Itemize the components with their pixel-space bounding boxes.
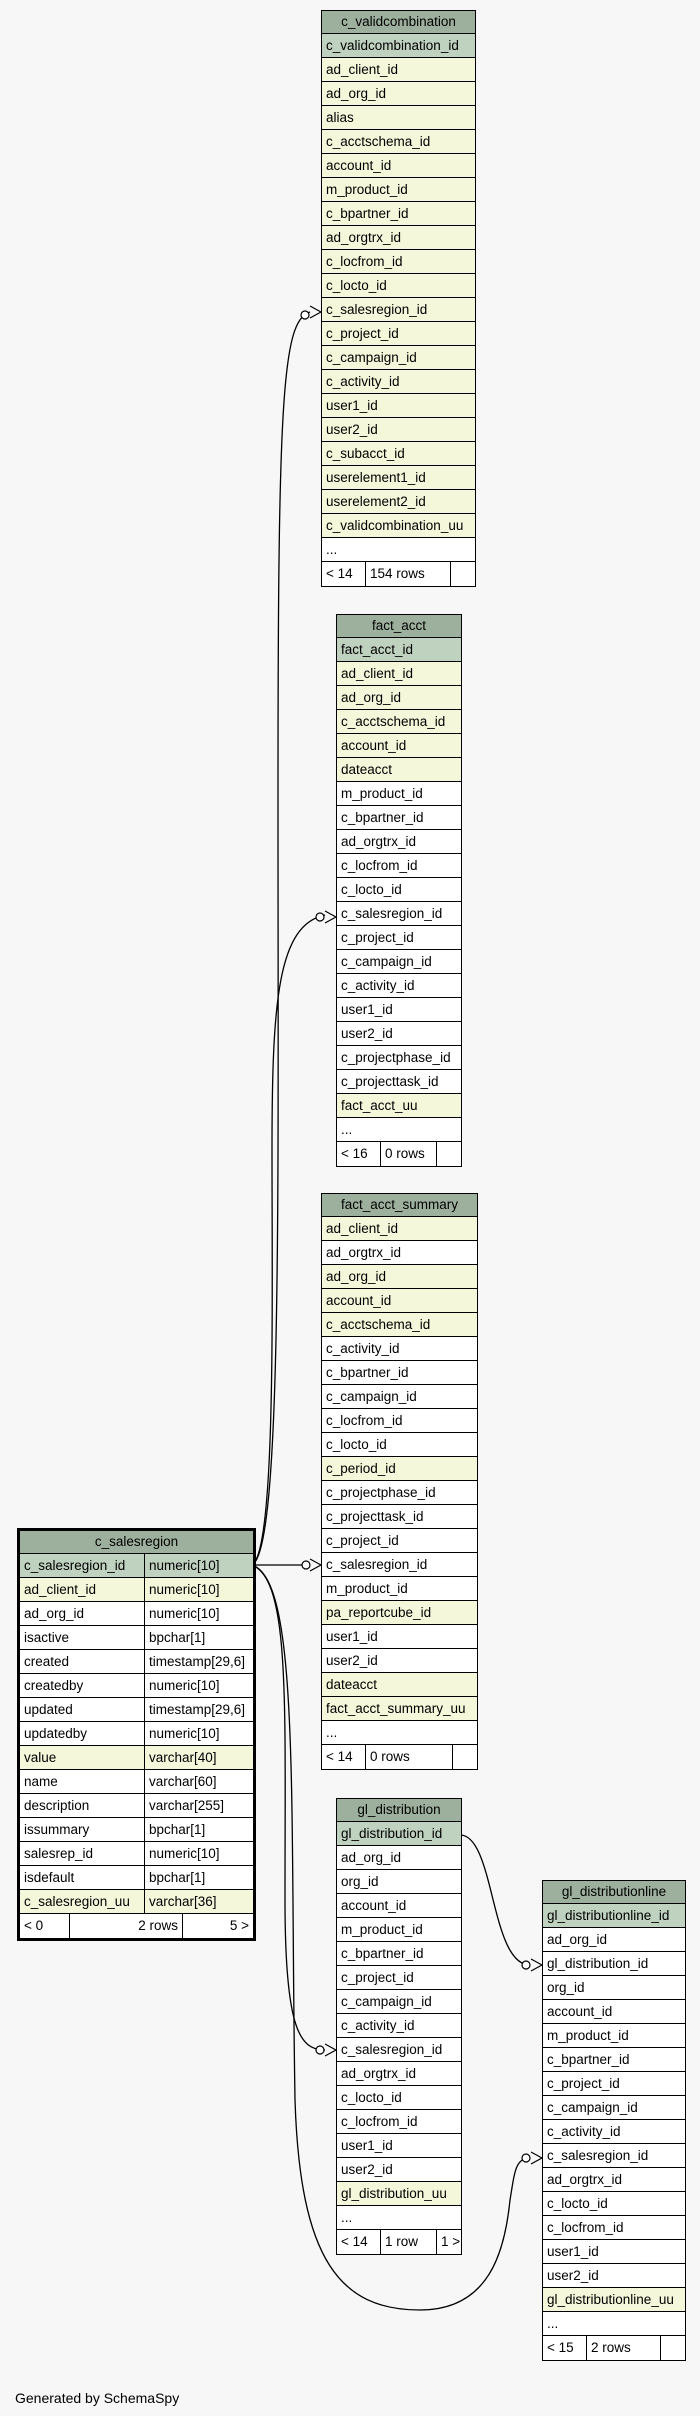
column-row[interactable] [322, 130, 475, 154]
table-title[interactable]: fact_acct_summary [322, 1194, 477, 1217]
column-row[interactable] [337, 1070, 461, 1094]
column-row[interactable] [322, 1457, 477, 1481]
column-row[interactable] [543, 2240, 685, 2264]
table-gl-distributionline[interactable] [542, 1880, 686, 2361]
more-columns-row[interactable] [337, 2206, 461, 2230]
column-row[interactable] [20, 1650, 253, 1674]
column-row[interactable] [337, 1990, 461, 2014]
column-name: m_product_id [341, 1922, 423, 1937]
column-type: bpchar[1] [144, 1818, 253, 1841]
column-row[interactable] [322, 1505, 477, 1529]
column-type: numeric[10] [144, 1722, 253, 1745]
column-name: ad_orgtrx_id [326, 230, 402, 245]
column-row[interactable] [337, 998, 461, 1022]
column-name: c_projectphase_id [341, 1050, 451, 1065]
column-name: fact_acct_id [341, 642, 414, 657]
column-name: c_locfrom_id [326, 254, 403, 269]
column-row[interactable] [322, 1481, 477, 1505]
link-distribution-to-line [460, 1835, 530, 1965]
column-name: fact_acct_uu [341, 1098, 418, 1113]
column-row[interactable] [543, 2000, 685, 2024]
column-name: ... [547, 2316, 559, 2331]
column-row[interactable] [322, 178, 475, 202]
column-name: ad_client_id [24, 1582, 97, 1597]
column-name: ad_org_id [547, 1932, 608, 1947]
column-name: ... [341, 1122, 353, 1137]
column-name: ad_orgtrx_id [341, 2066, 417, 2081]
column-name: updated [24, 1702, 73, 1717]
column-row[interactable] [20, 1866, 253, 1890]
column-row[interactable] [20, 1602, 253, 1626]
column-name: user2_id [326, 422, 378, 437]
column-row[interactable] [543, 1928, 685, 1952]
column-row[interactable] [322, 1385, 477, 1409]
children-count [437, 1142, 461, 1166]
column-row[interactable] [337, 1918, 461, 1942]
column-row[interactable] [322, 346, 475, 370]
column-row[interactable] [337, 1894, 461, 1918]
column-row[interactable] [337, 878, 461, 902]
column-row[interactable] [322, 1601, 477, 1625]
column-row[interactable] [337, 1942, 461, 1966]
column-name: c_projecttask_id [326, 1509, 424, 1524]
column-name: created [24, 1654, 70, 1669]
column-name: c_bpartner_id [547, 2052, 630, 2067]
column-row[interactable] [322, 370, 475, 394]
column-row[interactable] [337, 1966, 461, 1990]
column-name: gl_distribution_id [547, 1956, 649, 1971]
row-count: 1 row [381, 2230, 437, 2254]
column-name: org_id [547, 1980, 585, 1995]
column-name: c_salesregion_id [547, 2148, 649, 2163]
column-row[interactable] [337, 2110, 461, 2134]
column-name: dateacct [341, 762, 393, 777]
column-row[interactable] [20, 1770, 253, 1794]
row-count: 0 rows [381, 1142, 437, 1166]
column-row[interactable] [337, 1094, 461, 1118]
column-name: ad_client_id [326, 1221, 399, 1236]
table-fact-acct[interactable] [336, 614, 462, 1167]
column-name: ... [341, 2210, 353, 2225]
column-row[interactable] [322, 1361, 477, 1385]
column-name: c_validcombination_id [326, 38, 459, 53]
column-name: c_bpartner_id [326, 1365, 409, 1380]
column-name: c_activity_id [341, 978, 415, 993]
column-type: varchar[60] [144, 1770, 253, 1793]
column-row[interactable] [322, 322, 475, 346]
column-row[interactable] [20, 1890, 253, 1914]
column-row[interactable] [337, 2014, 461, 2038]
parents-count: < 14 [322, 1745, 366, 1769]
column-row[interactable] [337, 2038, 461, 2062]
column-row[interactable] [20, 1722, 253, 1746]
column-type: varchar[255] [144, 1794, 253, 1817]
column-type: numeric[10] [144, 1578, 253, 1601]
column-name: c_locfrom_id [341, 2114, 418, 2129]
column-name: c_locto_id [547, 2196, 608, 2211]
column-name: issummary [24, 1822, 90, 1837]
column-name: account_id [326, 158, 392, 173]
row-count: 2 rows [587, 2336, 661, 2360]
column-row[interactable] [322, 154, 475, 178]
column-row[interactable] [543, 2048, 685, 2072]
column-row[interactable] [337, 638, 461, 662]
column-name: userelement1_id [326, 470, 426, 485]
column-row[interactable] [322, 1625, 477, 1649]
column-name: gl_distributionline_id [547, 1908, 670, 1923]
column-row[interactable] [337, 2158, 461, 2182]
parents-count: < 0 [20, 1914, 70, 1938]
column-name: c_activity_id [341, 2018, 415, 2033]
column-type: numeric[10] [144, 1674, 253, 1697]
column-name: c_locto_id [326, 1437, 387, 1452]
column-row[interactable] [322, 274, 475, 298]
table-footer [337, 2230, 461, 2254]
column-row[interactable] [322, 1289, 477, 1313]
children-count [661, 2336, 685, 2360]
column-name: c_period_id [326, 1461, 396, 1476]
column-row[interactable] [543, 2216, 685, 2240]
link-gl-distribution [252, 1565, 325, 2050]
column-name: user2_id [326, 1653, 378, 1668]
column-name: fact_acct_summary_uu [326, 1701, 466, 1716]
column-row[interactable] [337, 2134, 461, 2158]
column-row[interactable] [322, 1265, 477, 1289]
column-name: ... [326, 542, 338, 557]
column-row[interactable] [543, 2264, 685, 2288]
more-columns-row[interactable] [322, 1721, 477, 1745]
parents-count: < 16 [337, 1142, 381, 1166]
column-name: createdby [24, 1678, 84, 1693]
column-name: ad_org_id [341, 690, 402, 705]
column-row[interactable] [20, 1698, 253, 1722]
column-row[interactable] [337, 710, 461, 734]
column-row[interactable] [322, 1217, 477, 1241]
row-count: 154 rows [366, 562, 451, 586]
column-row[interactable] [20, 1746, 253, 1770]
column-name: c_campaign_id [326, 1389, 417, 1404]
column-name: value [24, 1750, 57, 1765]
column-row[interactable] [337, 902, 461, 926]
row-count: 2 rows [70, 1914, 183, 1938]
column-name: c_locto_id [326, 278, 387, 293]
column-name: c_locfrom_id [326, 1413, 403, 1428]
column-row[interactable] [337, 686, 461, 710]
column-row[interactable] [322, 418, 475, 442]
column-name: c_acctschema_id [326, 134, 431, 149]
column-row[interactable] [337, 974, 461, 998]
column-name: c_activity_id [326, 374, 400, 389]
column-name: user2_id [341, 2162, 393, 2177]
column-name: ad_orgtrx_id [341, 834, 417, 849]
column-row[interactable] [322, 394, 475, 418]
column-row[interactable] [543, 2072, 685, 2096]
children-count: 1 > [441, 2234, 461, 2249]
parents-count: < 14 [322, 562, 366, 586]
column-name: org_id [341, 1874, 379, 1889]
column-name: c_bpartner_id [341, 810, 424, 825]
column-row[interactable] [337, 1046, 461, 1070]
column-name: m_product_id [326, 182, 408, 197]
column-row[interactable] [337, 2062, 461, 2086]
column-row[interactable] [322, 298, 475, 322]
table-footer [20, 1914, 253, 1938]
column-name: c_campaign_id [341, 954, 432, 969]
column-type: varchar[36] [144, 1890, 253, 1913]
column-name: ad_org_id [24, 1606, 85, 1621]
column-name: c_projecttask_id [341, 1074, 439, 1089]
column-row[interactable] [337, 926, 461, 950]
column-name: c_project_id [547, 2076, 620, 2091]
column-row[interactable] [20, 1674, 253, 1698]
column-type: timestamp[29,6] [144, 1698, 253, 1721]
children-count [453, 1745, 477, 1769]
parents-count: < 15 [543, 2336, 587, 2360]
column-row[interactable] [337, 758, 461, 782]
column-row[interactable] [322, 490, 475, 514]
column-row[interactable] [322, 1673, 477, 1697]
column-row[interactable] [322, 250, 475, 274]
column-name: ad_org_id [326, 1269, 387, 1284]
column-name: c_bpartner_id [326, 206, 409, 221]
column-row[interactable] [322, 82, 475, 106]
column-name: gl_distributionline_uu [547, 2292, 674, 2307]
column-row[interactable] [322, 58, 475, 82]
column-row[interactable] [20, 1554, 253, 1578]
table-title[interactable]: c_salesregion [20, 1531, 253, 1554]
column-row[interactable] [337, 830, 461, 854]
table-title[interactable]: gl_distribution [337, 1799, 461, 1822]
table-title[interactable]: fact_acct [337, 615, 461, 638]
column-name: user1_id [341, 2138, 393, 2153]
column-name: c_project_id [341, 930, 414, 945]
column-name: c_campaign_id [341, 1994, 432, 2009]
column-row[interactable] [322, 1697, 477, 1721]
column-row[interactable] [543, 2096, 685, 2120]
table-gl-distribution[interactable] [336, 1798, 462, 2255]
column-name: user1_id [326, 1629, 378, 1644]
column-row[interactable] [337, 1846, 461, 1870]
column-type: varchar[40] [144, 1746, 253, 1769]
table-title[interactable]: gl_distributionline [543, 1881, 685, 1904]
generated-by-label: Generated by SchemaSpy [15, 2390, 180, 2406]
column-row[interactable] [322, 34, 475, 58]
column-row[interactable] [322, 1577, 477, 1601]
column-row[interactable] [543, 2168, 685, 2192]
column-type: bpchar[1] [144, 1866, 253, 1889]
column-row[interactable] [337, 1870, 461, 1894]
column-name: pa_reportcube_id [326, 1605, 432, 1620]
column-row[interactable] [322, 226, 475, 250]
table-title[interactable]: c_validcombination [322, 11, 475, 34]
column-row[interactable] [337, 782, 461, 806]
table-footer [322, 1745, 477, 1769]
column-name: userelement2_id [326, 494, 426, 509]
column-name: ad_client_id [341, 666, 414, 681]
column-name: c_locto_id [341, 2090, 402, 2105]
column-name: salesrep_id [24, 1846, 94, 1861]
column-name: c_project_id [341, 1970, 414, 1985]
table-footer [543, 2336, 685, 2360]
column-name: c_salesregion_uu [24, 1894, 130, 1909]
column-name: c_campaign_id [547, 2100, 638, 2115]
column-name: user1_id [341, 1002, 393, 1017]
column-name: m_product_id [326, 1581, 408, 1596]
column-row[interactable] [20, 1842, 253, 1866]
column-name: c_salesregion_id [326, 302, 428, 317]
column-row[interactable] [337, 2086, 461, 2110]
column-type: bpchar[1] [144, 1626, 253, 1649]
column-name: account_id [547, 2004, 613, 2019]
column-row[interactable] [322, 466, 475, 490]
column-row[interactable] [20, 1578, 253, 1602]
column-type: timestamp[29,6] [144, 1650, 253, 1673]
column-name: description [24, 1798, 90, 1813]
column-name: c_locto_id [341, 882, 402, 897]
column-name: account_id [326, 1293, 392, 1308]
column-name: c_campaign_id [326, 350, 417, 365]
column-row[interactable] [337, 1822, 461, 1846]
column-row[interactable] [322, 106, 475, 130]
column-row[interactable] [543, 2192, 685, 2216]
column-name: c_salesregion_id [24, 1558, 126, 1573]
column-name: c_project_id [326, 326, 399, 341]
column-row[interactable] [337, 2182, 461, 2206]
column-row[interactable] [322, 1553, 477, 1577]
column-row[interactable] [20, 1794, 253, 1818]
column-name: account_id [341, 738, 407, 753]
column-row[interactable] [543, 1952, 685, 1976]
column-name: updatedby [24, 1726, 88, 1741]
column-name: ad_orgtrx_id [326, 1245, 402, 1260]
column-row[interactable] [20, 1626, 253, 1650]
column-name: gl_distribution_id [341, 1826, 443, 1841]
column-name: m_product_id [547, 2028, 629, 2043]
column-name: gl_distribution_uu [341, 2186, 447, 2201]
table-footer [337, 1142, 461, 1166]
table-footer [322, 562, 475, 586]
column-name: m_product_id [341, 786, 423, 801]
column-row[interactable] [337, 1022, 461, 1046]
column-type: numeric[10] [144, 1602, 253, 1625]
column-row[interactable] [543, 2120, 685, 2144]
column-row[interactable] [337, 734, 461, 758]
column-row[interactable] [543, 1976, 685, 2000]
more-columns-row[interactable] [543, 2312, 685, 2336]
more-columns-row[interactable] [337, 1118, 461, 1142]
column-name: ad_client_id [326, 62, 399, 77]
column-row[interactable] [322, 1649, 477, 1673]
column-row[interactable] [337, 950, 461, 974]
column-name: ... [326, 1725, 338, 1740]
column-row[interactable] [337, 854, 461, 878]
column-name: c_project_id [326, 1533, 399, 1548]
column-row[interactable] [20, 1818, 253, 1842]
column-name: c_subacct_id [326, 446, 405, 461]
column-name: c_validcombination_uu [326, 518, 464, 533]
column-name: isactive [24, 1630, 70, 1645]
column-name: ad_orgtrx_id [547, 2172, 623, 2187]
column-row[interactable] [543, 2288, 685, 2312]
column-type: numeric[10] [144, 1554, 253, 1577]
parents-count: < 14 [337, 2230, 381, 2254]
table-c-salesregion[interactable] [17, 1528, 256, 1941]
column-row[interactable] [337, 806, 461, 830]
link-fact-acct [252, 915, 325, 1565]
column-row[interactable] [543, 2024, 685, 2048]
column-name: user2_id [547, 2268, 599, 2283]
column-row[interactable] [543, 2144, 685, 2168]
column-name: c_acctschema_id [326, 1317, 431, 1332]
column-name: user1_id [326, 398, 378, 413]
column-row[interactable] [322, 1529, 477, 1553]
column-name: user2_id [341, 1026, 393, 1041]
children-count: 5 > [229, 1918, 249, 1933]
children-count [451, 562, 475, 586]
column-name: c_bpartner_id [341, 1946, 424, 1961]
column-name: alias [326, 110, 354, 125]
column-row[interactable] [322, 442, 475, 466]
column-name: user1_id [547, 2244, 599, 2259]
link-validcombination [252, 312, 310, 1565]
column-name: ad_org_id [341, 1850, 402, 1865]
column-row[interactable] [322, 514, 475, 538]
column-row[interactable] [322, 1409, 477, 1433]
column-name: c_salesregion_id [341, 2042, 443, 2057]
column-name: c_acctschema_id [341, 714, 446, 729]
column-name: account_id [341, 1898, 407, 1913]
column-row[interactable] [322, 1433, 477, 1457]
column-row[interactable] [322, 202, 475, 226]
column-row[interactable] [543, 1904, 685, 1928]
table-c-validcombination[interactable] [321, 10, 476, 587]
column-name: c_activity_id [547, 2124, 621, 2139]
more-columns-row[interactable] [322, 538, 475, 562]
column-name: c_activity_id [326, 1341, 400, 1356]
column-name: name [24, 1774, 58, 1789]
column-name: c_salesregion_id [341, 906, 443, 921]
column-row[interactable] [322, 1241, 477, 1265]
column-row[interactable] [337, 662, 461, 686]
column-name: c_salesregion_id [326, 1557, 428, 1572]
column-name: c_projectphase_id [326, 1485, 436, 1500]
column-row[interactable] [322, 1337, 477, 1361]
row-count: 0 rows [366, 1745, 453, 1769]
table-fact-acct-summary[interactable] [321, 1193, 478, 1770]
column-type: numeric[10] [144, 1842, 253, 1865]
column-name: ad_org_id [326, 86, 387, 101]
column-name: dateacct [326, 1677, 378, 1692]
column-name: c_locfrom_id [547, 2220, 624, 2235]
column-row[interactable] [322, 1313, 477, 1337]
column-name: isdefault [24, 1870, 75, 1885]
column-name: c_locfrom_id [341, 858, 418, 873]
